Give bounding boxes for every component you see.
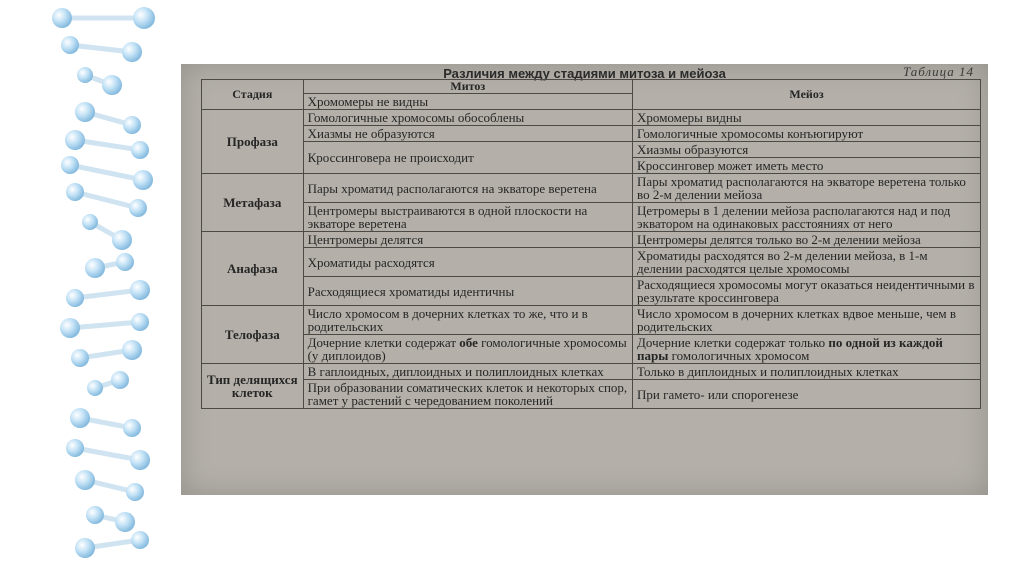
cell-meiosis: Цетромеры в 1 делении мейоза располагаются над и под экватором на одинаковых расстояниях от него [633,203,981,232]
cell-meiosis: Хиазмы образуются [633,142,981,158]
header-row [202,80,981,94]
header-mitosis: Митоз [303,80,632,94]
table-row [202,248,981,277]
cell-meiosis: Пары хроматид располагаются на экваторе веретена только во 2-м делении мейоза [633,174,981,203]
table-row [202,126,981,142]
cell-meiosis: Хроматиды расходятся во 2-м делении мейоза, в 1-м делении расходятся целые хромосомы [633,248,981,277]
cell-mitosis: Расходящиеся хроматиды идентичны [303,277,632,306]
header-meiosis: Мейоз [633,80,981,110]
cell-mitosis: При образовании соматических клеток и некоторых спор, гамет у растений с чередованием поколений [303,380,632,409]
table-row [202,364,981,380]
cell-mitosis: Пары хроматид располагаются на экваторе веретена [303,174,632,203]
table-row [202,142,981,158]
cell-meiosis [633,335,981,364]
table-row [202,277,981,306]
comparison-table [201,79,981,409]
emphasis: обе [459,335,478,350]
cell-mitosis: Хромомеры не видны [303,94,632,110]
emphasis: по одной из каждой пары [637,335,943,363]
cell-meiosis: Гомологичные хромосомы конъюгируют [633,126,981,142]
cell-meiosis: При гамето- или спорогенезе [633,380,981,409]
cell-meiosis: Хромомеры видны [633,110,981,126]
table-row [202,232,981,248]
table-row [202,174,981,203]
dna-helix-decoration-icon [40,0,180,574]
cell-mitosis: Хиазмы не образуются [303,126,632,142]
table-number: Таблица 14 [902,64,974,79]
table-photo [181,64,988,495]
text: гомологичные хромосомы (у диплоидов) [307,335,627,363]
cell-meiosis: Центромеры делятся только во 2-м делении мейоза [633,232,981,248]
cell-meiosis: Только в диплоидных и полиплоидных клетках [633,364,981,380]
stage-anaphase: Анафаза [202,232,304,306]
stage-prophase: Профаза [202,110,304,174]
cell-meiosis: Расходящиеся хромосомы могут оказаться неидентичными в результате кроссинговера [633,277,981,306]
text: гомологичных хромосом [671,348,810,363]
stage-metaphase: Метафаза [202,174,304,232]
stage-cell-type: Тип делящихся клеток [202,364,304,409]
table-row [202,306,981,335]
cell-mitosis: В гаплоидных, диплоидных и полиплоидных клетках [303,364,632,380]
table-title: Различия между стадиями митоза и мейоза [443,66,726,81]
text: Дочерние клетки содержат только [637,335,826,350]
table-row [202,335,981,364]
cell-mitosis: Число хромосом в дочерних клетках то же, что и в родительских [303,306,632,335]
cell-mitosis: Гомологичные хромосомы обособлены [303,110,632,126]
table-row [202,380,981,409]
stage-telophase: Телофаза [202,306,304,364]
cell-mitosis: Центромеры выстраиваются в одной плоскости на экваторе веретена [303,203,632,232]
cell-meiosis: Число хромосом в дочерних клетках вдвое меньше, чем в родительских [633,306,981,335]
cell-mitosis: Кроссинговера не происходит [303,142,632,174]
text: Дочерние клетки содержат [307,335,457,350]
table-row [202,110,981,126]
header-stage: Стадия [202,80,304,110]
cell-mitosis [303,335,632,364]
table-row [202,203,981,232]
cell-meiosis: Кроссинговер может иметь место [633,158,981,174]
cell-mitosis: Хроматиды расходятся [303,248,632,277]
cell-mitosis: Центромеры делятся [303,232,632,248]
